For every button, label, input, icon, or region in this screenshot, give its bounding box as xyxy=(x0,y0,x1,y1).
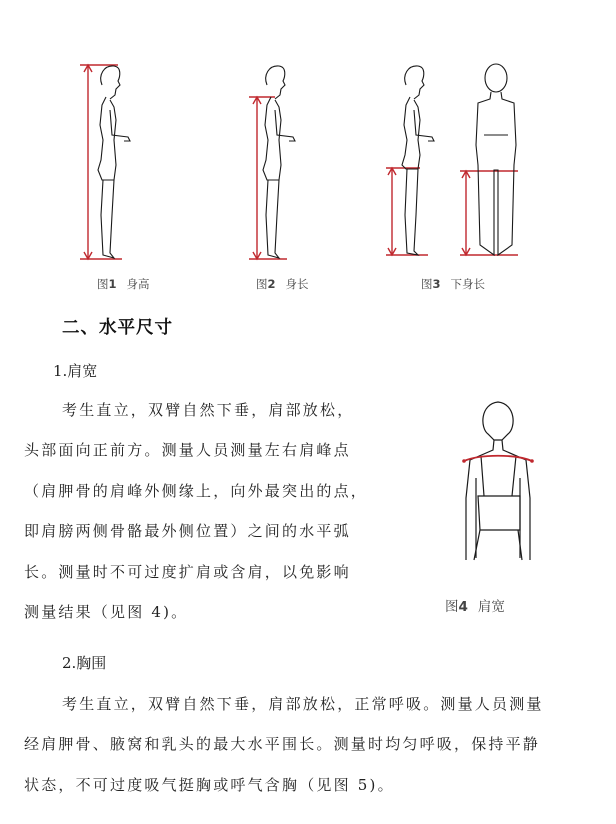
figure-3-caption: 图3 下身长 xyxy=(421,277,486,291)
figure-4-shoulder-width xyxy=(450,388,550,568)
subsection-title-chest: 2.胸围 xyxy=(62,654,107,672)
subsection-title-shoulder: 1.肩宽 xyxy=(53,362,98,380)
figure-3-lower-body-length xyxy=(378,55,548,265)
figure-2-body-length xyxy=(235,55,335,265)
figure-1-caption: 图1 身高 xyxy=(97,277,150,291)
figure-1-height xyxy=(70,55,170,265)
figure-2-caption: 图2 身长 xyxy=(256,277,309,291)
side-profile-figure-icon xyxy=(235,55,335,265)
shoulder-paragraph: 头部面向正前方。测量人员测量左右肩峰点 （肩胛骨的肩峰外侧缘上，向外最突出的点， 即肩膀两侧骨骼最外侧位置）之间的水平弧 长。测量时不可过度扩肩或含肩，以免影响 测量结果（见图 4)。 xyxy=(24,441,369,621)
back-upper-body-figure-icon xyxy=(450,388,550,568)
figure-4-caption: 图4 肩宽 xyxy=(445,599,505,615)
side-profile-figure-icon xyxy=(70,55,170,265)
side-and-back-figure-icon xyxy=(378,55,548,265)
shoulder-paragraph-line-1: 考生直立，双臂自然下垂，肩部放松， xyxy=(62,401,355,419)
chest-paragraph: 经肩胛骨、腋窝和乳头的最大水平围长。测量时均匀呼吸，保持平静 状态，不可过度吸气挺胸或呼气含胸（见图 5)。 xyxy=(24,735,541,794)
chest-paragraph-line-1: 考生直立，双臂自然下垂，肩部放松，正常呼吸。测量人员测量 xyxy=(62,695,544,713)
section-heading: 二、水平尺寸 xyxy=(62,318,173,338)
